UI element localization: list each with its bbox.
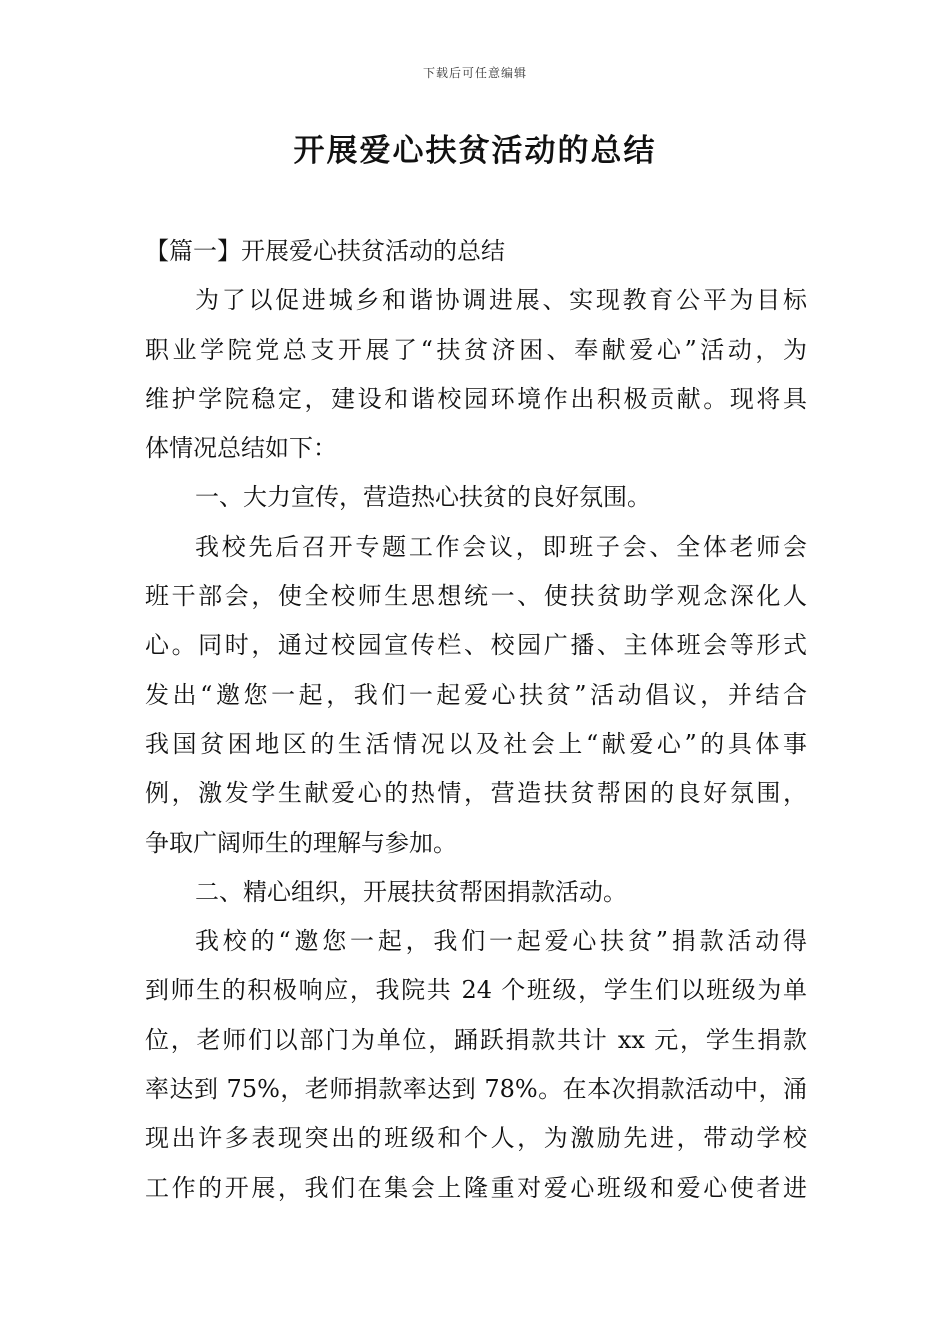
text-line: 体情况总结如下： xyxy=(145,434,337,463)
text-line: 我校的“邀您一起，我们一起爱心扶贫”捐款活动得 xyxy=(195,927,807,956)
document-title: 开展爱心扶贫活动的总结 xyxy=(293,133,657,169)
text-line: 我校先后召开专题工作会议，即班子会、全体老师会 xyxy=(195,532,807,561)
text-line: 职业学院党总支开展了“扶贫济困、奉献爱心”活动，为 xyxy=(145,335,807,364)
text-line: 现出许多表现突出的班级和个人，为激励先进，带动学校 xyxy=(145,1124,807,1153)
text-line: 争取广阔师生的理解与参加。 xyxy=(145,828,457,857)
text-line: 率达到 75%，老师捐款率达到 78%。在本次捐款活动中，涌 xyxy=(145,1075,807,1104)
text-line: 心。同时，通过校园宣传栏、校园广播、主体班会等形式 xyxy=(145,631,807,660)
text-line: 二、精心组织，开展扶贫帮困捐款活动。 xyxy=(195,877,627,906)
text-line: 到师生的积极响应，我院共 24 个班级，学生们以班级为单 xyxy=(145,976,807,1005)
text-line: 位，老师们以部门为单位，踊跃捐款共计 xx 元，学生捐款 xyxy=(145,1025,807,1054)
document-body xyxy=(145,227,807,1213)
header-note: 下载后可任意编辑 xyxy=(422,66,527,80)
text-line: 一、大力宣传，营造热心扶贫的良好氛围。 xyxy=(195,483,651,512)
text-line: 班干部会，使全校师生思想统一、使扶贫助学观念深化人 xyxy=(145,582,807,611)
text-line: 维护学院稳定，建设和谐校园环境作出积极贡献。现将具 xyxy=(145,384,807,413)
text-line: 发出“邀您一起，我们一起爱心扶贫”活动倡议，并结合 xyxy=(145,680,807,709)
text-line: 工作的开展，我们在集会上隆重对爱心班级和爱心使者进 xyxy=(145,1173,807,1202)
text-line: 为了以促进城乡和谐协调进展、实现教育公平为目标 xyxy=(195,286,807,315)
text-line: 【篇一】开展爱心扶贫活动的总结 xyxy=(145,237,505,265)
text-line: 例，激发学生献爱心的热情，营造扶贫帮困的良好氛围， xyxy=(145,779,807,808)
text-line: 我国贫困地区的生活情况以及社会上“献爱心”的具体事 xyxy=(145,729,807,758)
